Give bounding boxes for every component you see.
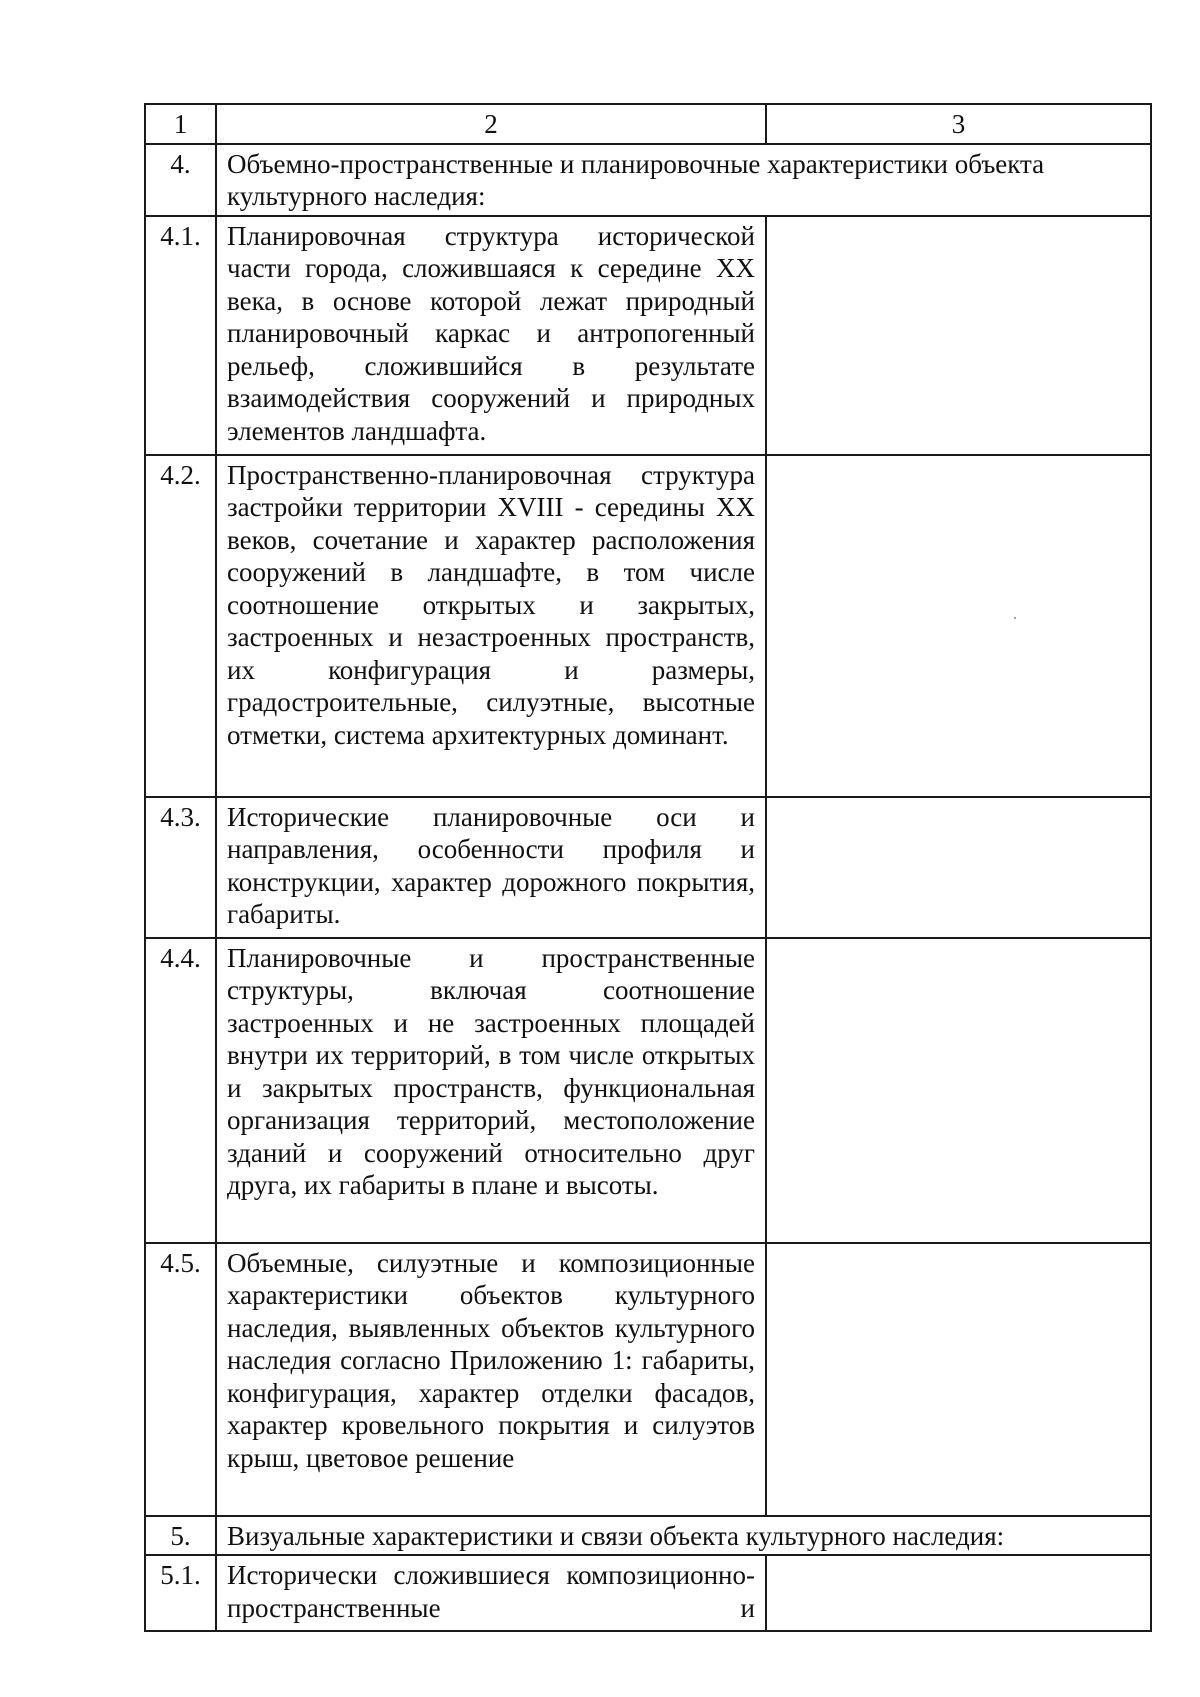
table-row: [145, 938, 1151, 1243]
table-row: [145, 455, 1151, 797]
table-row: [145, 1243, 1151, 1516]
table-row: [145, 216, 1151, 455]
row-description: Исторически сложившиеся композиционно-пространственные и: [216, 1555, 766, 1631]
header-col-1: 1: [145, 104, 216, 144]
section-heading: Объемно-пространственные и планировочные характеристики объекта культурного наследия:: [216, 144, 1151, 216]
row-description: Объемные, силуэтные и композиционные характеристики объектов культурного наследия, выявленных объектов культурного наследия согласно Приложению 1: габариты, конфигурация, характер отделки фасадов, характер кровельного покрытия и силуэтов крыш, цветовое решение: [216, 1243, 766, 1516]
row-number: 4.: [145, 144, 216, 216]
section-heading: Визуальные характеристики и связи объекта культурного наследия:: [216, 1516, 1151, 1556]
table-row: [145, 144, 1151, 216]
row-value-cell: [766, 797, 1151, 938]
row-number: 4.3.: [145, 797, 216, 938]
row-number: 5.1.: [145, 1555, 216, 1631]
row-number: 4.2.: [145, 455, 216, 797]
table-row: [145, 1555, 1151, 1631]
row-description: Исторические планировочные оси и направления, особенности профиля и конструкции, характер дорожного покрытия, габариты.: [216, 797, 766, 938]
row-description: Планировочные и пространственные структуры, включая соотношение застроенных и не застроенных площадей внутри их территорий, в том числе открытых и закрытых пространств, функциональная организация территорий, местоположение зданий и сооружений относительно друг друга, их габариты в плане и высоты.: [216, 938, 766, 1243]
row-description: Пространственно-планировочная структура застройки территории XVIII - середины XX веков, сочетание и характер расположения сооружений в ландшафте, в том числе соотношение открытых и закрытых, застроенных и незастроенных пространств, их конфигурация и размеры, градостроительные, силуэтные, высотные отметки, система архитектурных доминант.: [216, 455, 766, 797]
row-number: 4.1.: [145, 216, 216, 455]
row-description: Планировочная структура исторической части города, сложившаяся к середине XX века, в основе которой лежат природный планировочный каркас и антропогенный рельеф, сложившийся в результате взаимодействия сооружений и природных элементов ландшафта.: [216, 216, 766, 455]
table-row: [145, 1516, 1151, 1556]
row-value-cell: [766, 1555, 1151, 1631]
scan-speck: [1014, 617, 1016, 619]
header-col-2: 2: [216, 104, 766, 144]
row-number: 5.: [145, 1516, 216, 1556]
row-value-cell: [766, 216, 1151, 455]
table-row: [145, 797, 1151, 938]
row-value-cell: [766, 455, 1151, 797]
row-value-cell: [766, 1243, 1151, 1516]
characteristics-table: [144, 103, 1152, 1632]
header-col-3: 3: [766, 104, 1151, 144]
row-number: 4.4.: [145, 938, 216, 1243]
table-header-row: [145, 104, 1151, 144]
row-number: 4.5.: [145, 1243, 216, 1516]
row-value-cell: [766, 938, 1151, 1243]
